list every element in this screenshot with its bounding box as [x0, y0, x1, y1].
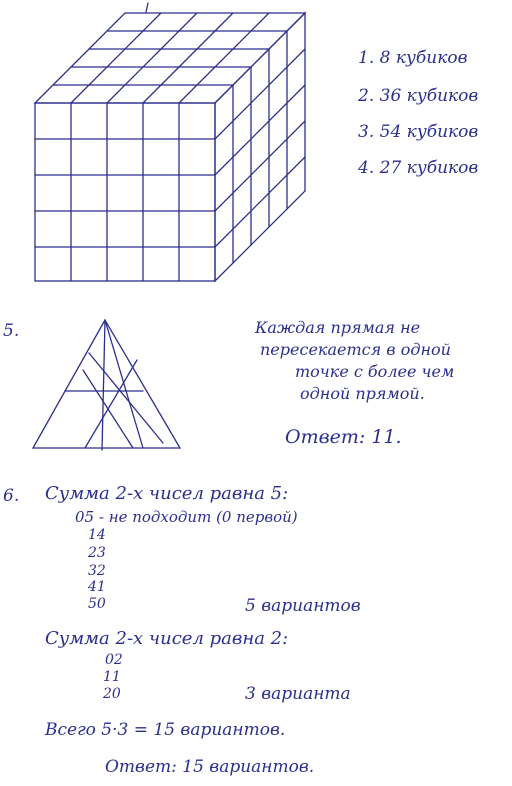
total-line: Всего 5·3 = 15 вариантов.	[45, 720, 286, 740]
problem-5-number: 5.	[3, 321, 20, 341]
problem-6-answer: Ответ: 15 вариантов.	[105, 757, 315, 777]
problem-5-explanation-line-1: Каждая прямая не	[255, 318, 421, 337]
triangle-drawing	[25, 315, 190, 455]
problem-5-explanation-line-4: одной прямой.	[300, 384, 425, 403]
sum5-count: 5 вариантов	[245, 596, 361, 616]
sum5-heading: Сумма 2-х чисел равна 5:	[45, 483, 289, 504]
cube-answer-3	[358, 124, 478, 141]
sum5-item: 23	[88, 545, 106, 561]
answer-number: 3.	[358, 122, 375, 142]
sum5-item: 41	[88, 579, 106, 595]
answer-text: 54 кубиков	[379, 122, 479, 142]
sum5-item: 05 - не подходит (0 первой)	[75, 508, 298, 526]
problem-5-explanation-line-3: точке с более чем	[295, 362, 455, 381]
sum2-count: 3 варианта	[245, 684, 351, 704]
sum2-item: 02	[105, 652, 123, 668]
answer-number: 1.	[358, 48, 375, 68]
sum5-item: 32	[88, 563, 106, 579]
cube-answer-4	[358, 160, 478, 177]
sum5-item: 50	[88, 596, 106, 612]
answer-text: 36 кубиков	[379, 86, 479, 106]
sum2-heading: Сумма 2-х чисел равна 2:	[45, 628, 289, 649]
sum5-item: 14	[88, 527, 106, 543]
problem-5-explanation-line-2: пересекается в одной	[260, 340, 451, 359]
sum2-item: 11	[103, 669, 121, 685]
problem-6-number: 6.	[3, 486, 20, 506]
answer-number: 4.	[358, 158, 375, 178]
answer-text: 8 кубиков	[379, 48, 468, 68]
cube-answer-1	[358, 50, 467, 67]
cube-answer-2	[358, 88, 478, 105]
sum2-item: 20	[103, 686, 121, 702]
answer-number: 2.	[358, 86, 375, 106]
answer-text: 27 кубиков	[379, 158, 479, 178]
cube-drawing	[0, 0, 330, 300]
problem-5-answer: Ответ: 11.	[285, 426, 402, 448]
